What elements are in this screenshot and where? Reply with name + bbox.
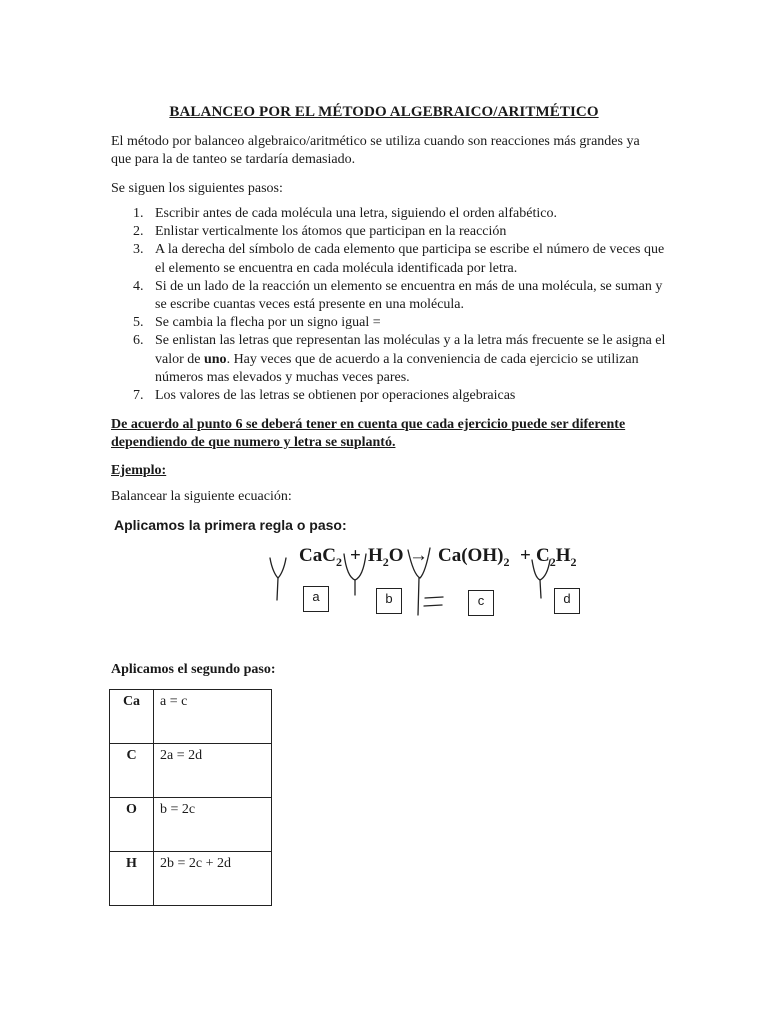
product-caoh2: $Ca(OH)_2$ [438, 545, 510, 569]
example-heading: Ejemplo: [111, 463, 167, 478]
table-row [110, 744, 272, 798]
balance-instruction: Balancear la siguiente ecuación: [111, 489, 292, 504]
reactant-cac2: CaC$_2$ [299, 545, 342, 569]
letter-box-b: b [376, 588, 402, 614]
equation-cell: 2b = 2c + 2d [154, 852, 272, 906]
table-row [110, 690, 272, 744]
document-title: BALANCEO POR EL MÉTODO ALGEBRAICO/ARITMÉTICO [169, 104, 599, 120]
reaction-arrow: → [409, 545, 428, 566]
equals-mark-top [425, 597, 443, 598]
hook-mark-a [270, 558, 286, 578]
chemical-reaction [262, 540, 602, 635]
letter-box-c: c [468, 590, 494, 616]
plus-sign-2: + [520, 545, 531, 566]
reactant-h2o: $H_2O$ [368, 545, 404, 569]
hook-stem-d [540, 580, 541, 598]
hook-stem-a [277, 578, 278, 600]
list-item: 2. Enlistar verticalmente los átomos que participan en la reacción [133, 224, 507, 240]
product-c2h2: $C_2H_2$ [536, 545, 577, 569]
list-item: 7. Los valores de las letras se obtienen por operaciones algebraicas [133, 388, 516, 404]
list-item: 6. Se enlistan las letras que representan las moléculas y a la letra más frecuente se le asigna el valor de uno. Hay veces que de acuerdo a la conveniencia de cada ejercicio se utilizan números mas elevados y muchas veces pares. [133, 333, 666, 385]
equation-cell: 2a = 2d [154, 744, 272, 798]
plus-sign-1: + [350, 545, 361, 566]
equation-cell: a = c [154, 690, 272, 744]
element-equation-table [109, 689, 272, 906]
table-row [110, 852, 272, 906]
steps-intro: Se siguen los siguientes pasos: [111, 181, 283, 196]
equals-mark-bottom [424, 605, 442, 606]
intro-paragraph: El método por balanceo algebraico/aritmético se utiliza cuando son reacciones más grandes ya que para la de tanteo se tardaría demasiado. [111, 134, 640, 167]
table-row [110, 798, 272, 852]
element-cell: H [110, 852, 154, 906]
second-step-heading: Aplicamos el segundo paso: [111, 662, 276, 677]
element-cell: Ca [110, 690, 154, 744]
list-item: 1. Escribir antes de cada molécula una letra, siguiendo el orden alfabético. [133, 206, 557, 221]
important-note: De acuerdo al punto 6 se deberá tener en cuenta que cada ejercicio puede ser diferente dependiendo de que numero y letra se suplantó. [111, 417, 626, 450]
list-item: 4. Si de un lado de la reacción un elemento se encuentra en más de una molécula, se suman y se escribe cuantas veces está presente en una molécula. [133, 278, 663, 313]
element-cell: O [110, 798, 154, 852]
emphasis-uno: uno [203, 351, 227, 367]
letter-box-a: a [303, 586, 329, 612]
list-item: 5. Se cambia la flecha por un signo igual = [133, 315, 381, 331]
steps-list [111, 205, 671, 405]
hook-stem-c [418, 578, 419, 615]
list-item: 3. A la derecha del símbolo de cada elemento que participa se escribe el número de veces que el elemento se encuentra en cada molécula identificada por letra. [133, 242, 665, 276]
element-cell: C [110, 744, 154, 798]
first-rule-heading: Aplicamos la primera regla o paso: [114, 517, 347, 533]
equation-cell: b = 2c [154, 798, 272, 852]
letter-box-d: d [554, 588, 580, 614]
